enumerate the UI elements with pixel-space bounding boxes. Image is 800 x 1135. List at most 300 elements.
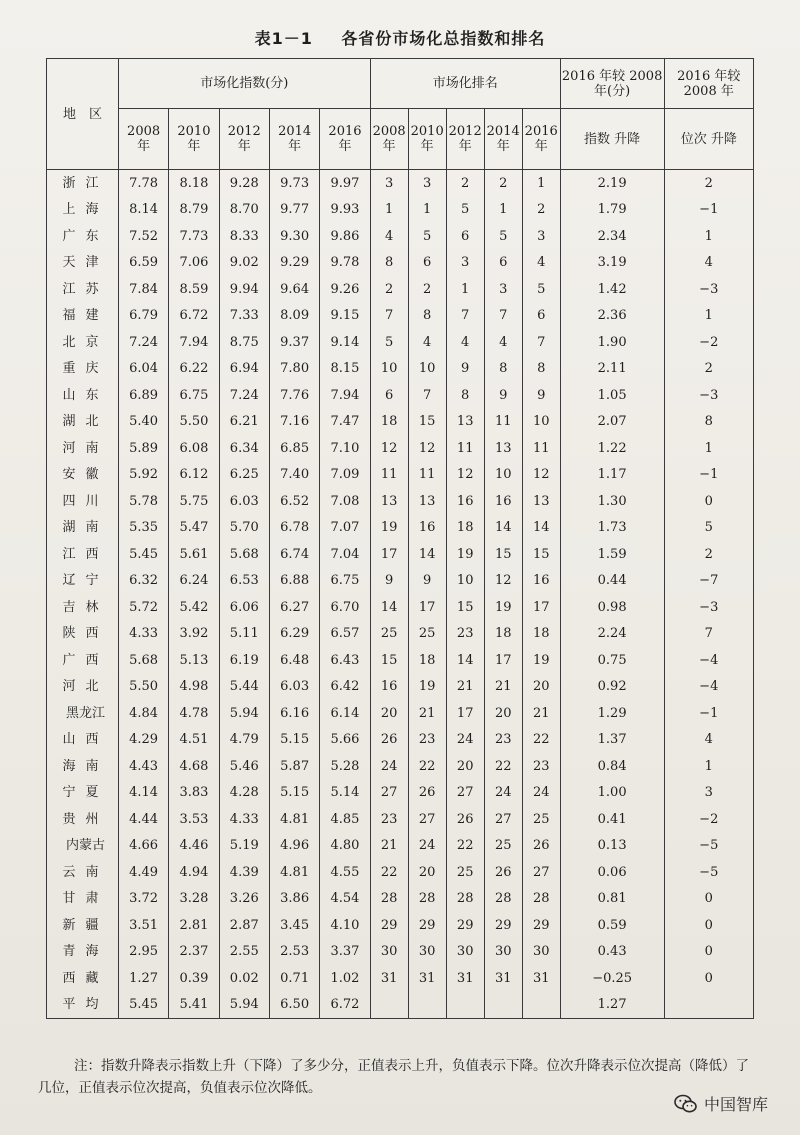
- cell-index: 7.24: [219, 382, 269, 409]
- cell-rank: 26: [522, 833, 560, 860]
- cell-rank: 13: [370, 488, 408, 515]
- cell-rank: 17: [484, 647, 522, 674]
- cell-rank: 22: [484, 753, 522, 780]
- cell-region: 四川: [47, 488, 119, 515]
- cell-index-change: 1.22: [560, 435, 664, 462]
- cell-rank: 12: [522, 462, 560, 489]
- market-index-table: [46, 58, 754, 1019]
- table-row: [47, 780, 754, 807]
- cell-rank: 5: [446, 197, 484, 224]
- table-row: [47, 992, 754, 1019]
- table-number: 表1－1: [254, 29, 313, 48]
- table-row: [47, 541, 754, 568]
- cell-index: 9.73: [269, 170, 319, 197]
- cell-index: 4.94: [169, 859, 219, 886]
- cell-index: 7.33: [219, 303, 269, 330]
- cell-rank-change: −5: [664, 833, 753, 860]
- cell-index: 4.51: [169, 727, 219, 754]
- cell-rank: 26: [370, 727, 408, 754]
- table-row: [47, 939, 754, 966]
- cell-rank: 3: [408, 170, 446, 197]
- cell-index: 7.10: [320, 435, 370, 462]
- table-row: [47, 727, 754, 754]
- cell-rank: 20: [446, 753, 484, 780]
- cell-rank: 20: [484, 700, 522, 727]
- cell-rank: 7: [522, 329, 560, 356]
- cell-index: 6.88: [269, 568, 319, 595]
- cell-index: 5.46: [219, 753, 269, 780]
- cell-rank: 21: [370, 833, 408, 860]
- cell-rank: 12: [484, 568, 522, 595]
- cell-rank-change: 0: [664, 488, 753, 515]
- header-year: 2012 年: [446, 109, 484, 170]
- cell-rank: 17: [370, 541, 408, 568]
- cell-index: 5.35: [118, 515, 168, 542]
- cell-rank-change: −4: [664, 647, 753, 674]
- cell-index: 4.98: [169, 674, 219, 701]
- cell-rank: 14: [446, 647, 484, 674]
- cell-index: 5.19: [219, 833, 269, 860]
- cell-index: 6.53: [219, 568, 269, 595]
- cell-rank-change: −4: [664, 674, 753, 701]
- cell-index: 8.33: [219, 223, 269, 250]
- cell-index: 6.43: [320, 647, 370, 674]
- cell-rank: 9: [370, 568, 408, 595]
- cell-region: 吉林: [47, 594, 119, 621]
- cell-index-change: 1.05: [560, 382, 664, 409]
- cell-region: 辽宁: [47, 568, 119, 595]
- cell-rank: 9: [484, 382, 522, 409]
- cell-rank-change: −1: [664, 462, 753, 489]
- cell-index: 6.78: [269, 515, 319, 542]
- cell-rank-change: 4: [664, 250, 753, 277]
- cell-rank: 24: [522, 780, 560, 807]
- cell-index: 5.44: [219, 674, 269, 701]
- cell-rank: 23: [522, 753, 560, 780]
- cell-rank-change: 0: [664, 912, 753, 939]
- cell-index: 5.75: [169, 488, 219, 515]
- cell-index-change: 0.81: [560, 886, 664, 913]
- cell-index: 7.52: [118, 223, 168, 250]
- cell-rank: 9: [408, 568, 446, 595]
- cell-region: 浙江: [47, 170, 119, 197]
- cell-region: 河南: [47, 435, 119, 462]
- cell-index-change: 2.11: [560, 356, 664, 383]
- cell-rank: 5: [522, 276, 560, 303]
- cell-rank: 27: [446, 780, 484, 807]
- cell-rank: 29: [484, 912, 522, 939]
- cell-rank: 2: [484, 170, 522, 197]
- cell-rank: 28: [370, 886, 408, 913]
- cell-index: 7.76: [269, 382, 319, 409]
- header-year: 2012 年: [219, 109, 269, 170]
- cell-index: 3.28: [169, 886, 219, 913]
- cell-rank: 11: [484, 409, 522, 436]
- cell-index: 8.79: [169, 197, 219, 224]
- cell-rank: 19: [522, 647, 560, 674]
- cell-rank: 25: [446, 859, 484, 886]
- cell-rank-change: 8: [664, 409, 753, 436]
- cell-rank: 15: [484, 541, 522, 568]
- cell-index: 7.80: [269, 356, 319, 383]
- cell-index: 4.68: [169, 753, 219, 780]
- cell-index-change: 0.84: [560, 753, 664, 780]
- cell-index-change: 0.41: [560, 806, 664, 833]
- cell-index: 7.94: [320, 382, 370, 409]
- cell-index: 6.72: [320, 992, 370, 1019]
- cell-index: 5.50: [118, 674, 168, 701]
- cell-index: 5.45: [118, 992, 168, 1019]
- cell-rank: 1: [446, 276, 484, 303]
- table-note: 注：指数升降表示指数上升（下降）了多少分，正值表示上升，负值表示下降。位次升降表示位次提高（降低）了几位，正值表示位次提高，负值表示位次降低。: [38, 1058, 749, 1096]
- cell-rank: 18: [370, 409, 408, 436]
- cell-index: 3.86: [269, 886, 319, 913]
- cell-rank: 21: [446, 674, 484, 701]
- cell-index: 4.78: [169, 700, 219, 727]
- cell-rank: 8: [446, 382, 484, 409]
- cell-rank: 3: [370, 170, 408, 197]
- table-row: [47, 859, 754, 886]
- table-row: [47, 356, 754, 383]
- cell-rank: 13: [408, 488, 446, 515]
- cell-index: 9.94: [219, 276, 269, 303]
- cell-rank: 27: [370, 780, 408, 807]
- header-year: 2008 年: [118, 109, 168, 170]
- header-region: 地 区: [47, 59, 119, 170]
- cell-region: 内蒙古: [47, 833, 119, 860]
- cell-region: 湖北: [47, 409, 119, 436]
- cell-rank: 6: [522, 303, 560, 330]
- cell-index: 6.75: [320, 568, 370, 595]
- cell-rank: 12: [408, 435, 446, 462]
- cell-index: 6.14: [320, 700, 370, 727]
- cell-rank: 17: [446, 700, 484, 727]
- cell-index: 0.39: [169, 965, 219, 992]
- cell-rank: 5: [408, 223, 446, 250]
- cell-region: 北京: [47, 329, 119, 356]
- cell-index-change: 1.59: [560, 541, 664, 568]
- cell-rank: 7: [370, 303, 408, 330]
- cell-index: 6.52: [269, 488, 319, 515]
- cell-index: 5.47: [169, 515, 219, 542]
- cell-index-change: 0.59: [560, 912, 664, 939]
- header-rank-change-sub: 位次 升降: [664, 109, 753, 170]
- cell-rank: 11: [446, 435, 484, 462]
- cell-index: 4.79: [219, 727, 269, 754]
- cell-rank: 15: [522, 541, 560, 568]
- cell-rank-change: 0: [664, 965, 753, 992]
- cell-index: 0.71: [269, 965, 319, 992]
- cell-index: 9.97: [320, 170, 370, 197]
- table-row: [47, 674, 754, 701]
- cell-index-change: 1.42: [560, 276, 664, 303]
- cell-rank: 1: [522, 170, 560, 197]
- cell-rank: 6: [484, 250, 522, 277]
- cell-index: 4.55: [320, 859, 370, 886]
- cell-rank-change: −3: [664, 594, 753, 621]
- cell-rank-change: −2: [664, 329, 753, 356]
- cell-rank: 31: [446, 965, 484, 992]
- table-row: [47, 170, 754, 197]
- cell-index: 7.07: [320, 515, 370, 542]
- cell-rank: 30: [408, 939, 446, 966]
- cell-index-change: 1.29: [560, 700, 664, 727]
- cell-index: 6.24: [169, 568, 219, 595]
- cell-rank: 14: [484, 515, 522, 542]
- table-row: [47, 806, 754, 833]
- cell-rank: 19: [370, 515, 408, 542]
- cell-index: 9.37: [269, 329, 319, 356]
- cell-region: 海南: [47, 753, 119, 780]
- cell-region: 江西: [47, 541, 119, 568]
- cell-index: 9.64: [269, 276, 319, 303]
- cell-index: 4.85: [320, 806, 370, 833]
- cell-rank: 9: [522, 382, 560, 409]
- cell-index: 3.45: [269, 912, 319, 939]
- cell-rank: 8: [370, 250, 408, 277]
- table-row: [47, 912, 754, 939]
- cell-rank: [446, 992, 484, 1019]
- cell-index: 5.87: [269, 753, 319, 780]
- cell-index-change: 2.24: [560, 621, 664, 648]
- cell-index: 6.22: [169, 356, 219, 383]
- cell-region: 山东: [47, 382, 119, 409]
- cell-rank: 26: [408, 780, 446, 807]
- cell-index: 3.72: [118, 886, 168, 913]
- cell-rank: 8: [408, 303, 446, 330]
- cell-rank: 24: [408, 833, 446, 860]
- cell-region: 安徽: [47, 462, 119, 489]
- cell-rank: 29: [370, 912, 408, 939]
- cell-rank: 18: [446, 515, 484, 542]
- cell-index: 5.42: [169, 594, 219, 621]
- cell-index: 6.42: [320, 674, 370, 701]
- cell-index: 5.66: [320, 727, 370, 754]
- cell-index: 5.94: [219, 700, 269, 727]
- cell-region: 广西: [47, 647, 119, 674]
- cell-rank: 18: [408, 647, 446, 674]
- cell-rank: 12: [446, 462, 484, 489]
- cell-index-change: 0.98: [560, 594, 664, 621]
- cell-index-change: 2.07: [560, 409, 664, 436]
- cell-index: 7.06: [169, 250, 219, 277]
- cell-rank: 26: [446, 806, 484, 833]
- cell-index: 7.08: [320, 488, 370, 515]
- cell-index: 7.73: [169, 223, 219, 250]
- cell-rank: 24: [446, 727, 484, 754]
- cell-rank-change: 3: [664, 780, 753, 807]
- cell-region: 江苏: [47, 276, 119, 303]
- cell-index-change: 1.17: [560, 462, 664, 489]
- cell-rank: 20: [408, 859, 446, 886]
- cell-rank: 5: [370, 329, 408, 356]
- cell-rank: 13: [446, 409, 484, 436]
- cell-index: 8.75: [219, 329, 269, 356]
- table-row: [47, 276, 754, 303]
- cell-rank: 23: [370, 806, 408, 833]
- cell-rank: 29: [446, 912, 484, 939]
- cell-index-change: 1.00: [560, 780, 664, 807]
- cell-index: 7.84: [118, 276, 168, 303]
- cell-rank: [522, 992, 560, 1019]
- cell-rank: 14: [408, 541, 446, 568]
- cell-rank: 6: [408, 250, 446, 277]
- cell-index: 5.78: [118, 488, 168, 515]
- cell-rank: 13: [484, 435, 522, 462]
- cell-index: 6.16: [269, 700, 319, 727]
- cell-index-change: 0.75: [560, 647, 664, 674]
- cell-index: 2.81: [169, 912, 219, 939]
- cell-index: 4.81: [269, 859, 319, 886]
- cell-rank: 21: [522, 700, 560, 727]
- cell-rank-change: 1: [664, 223, 753, 250]
- table-row: [47, 223, 754, 250]
- cell-index: 3.37: [320, 939, 370, 966]
- cell-index-change: 1.37: [560, 727, 664, 754]
- cell-rank: 13: [522, 488, 560, 515]
- cell-index: 6.85: [269, 435, 319, 462]
- cell-index-change: 1.79: [560, 197, 664, 224]
- cell-rank: 16: [484, 488, 522, 515]
- cell-index: 8.15: [320, 356, 370, 383]
- cell-index: 5.70: [219, 515, 269, 542]
- cell-rank: 16: [408, 515, 446, 542]
- cell-region: 重庆: [47, 356, 119, 383]
- cell-index: 6.59: [118, 250, 168, 277]
- cell-index: 6.29: [269, 621, 319, 648]
- header-year: 2014 年: [269, 109, 319, 170]
- table-caption: 各省份市场化总指数和排名: [341, 29, 546, 48]
- cell-index: 9.78: [320, 250, 370, 277]
- table-row: [47, 833, 754, 860]
- cell-rank: 11: [522, 435, 560, 462]
- cell-index: 4.49: [118, 859, 168, 886]
- cell-rank: 20: [522, 674, 560, 701]
- cell-rank: 30: [484, 939, 522, 966]
- cell-rank: 19: [446, 541, 484, 568]
- cell-index: 5.94: [219, 992, 269, 1019]
- cell-index: 6.50: [269, 992, 319, 1019]
- cell-rank-change: 5: [664, 515, 753, 542]
- cell-rank-change: −1: [664, 197, 753, 224]
- cell-rank: 7: [446, 303, 484, 330]
- cell-index-change: 2.34: [560, 223, 664, 250]
- cell-index: 5.92: [118, 462, 168, 489]
- cell-index: 6.25: [219, 462, 269, 489]
- cell-index: 6.89: [118, 382, 168, 409]
- cell-index: 9.28: [219, 170, 269, 197]
- cell-rank: 6: [370, 382, 408, 409]
- cell-rank: 16: [522, 568, 560, 595]
- cell-rank: 19: [408, 674, 446, 701]
- table-row: [47, 621, 754, 648]
- cell-index: 6.94: [219, 356, 269, 383]
- cell-rank: 29: [522, 912, 560, 939]
- table-row: [47, 382, 754, 409]
- cell-rank: 7: [484, 303, 522, 330]
- cell-rank: 25: [522, 806, 560, 833]
- cell-index: 4.54: [320, 886, 370, 913]
- cell-index: 4.44: [118, 806, 168, 833]
- cell-rank-change: 4: [664, 727, 753, 754]
- cell-index: 5.15: [269, 780, 319, 807]
- cell-index: 8.14: [118, 197, 168, 224]
- table-row: [47, 197, 754, 224]
- cell-rank: 10: [484, 462, 522, 489]
- cell-rank: 22: [408, 753, 446, 780]
- table-row: [47, 515, 754, 542]
- cell-region: 广东: [47, 223, 119, 250]
- cell-index: 2.53: [269, 939, 319, 966]
- cell-rank: 14: [522, 515, 560, 542]
- cell-index: 7.16: [269, 409, 319, 436]
- cell-rank: 17: [408, 594, 446, 621]
- cell-rank: 3: [446, 250, 484, 277]
- header-year: 2014 年: [484, 109, 522, 170]
- cell-rank: 18: [484, 621, 522, 648]
- header-year: 2016 年: [522, 109, 560, 170]
- cell-index: 3.83: [169, 780, 219, 807]
- cell-rank-change: 2: [664, 170, 753, 197]
- cell-rank: 5: [484, 223, 522, 250]
- cell-index: 5.89: [118, 435, 168, 462]
- cell-rank-change: −2: [664, 806, 753, 833]
- cell-index: 4.66: [118, 833, 168, 860]
- cell-region: 山西: [47, 727, 119, 754]
- cell-rank: 12: [370, 435, 408, 462]
- cell-index: 7.47: [320, 409, 370, 436]
- cell-rank: 4: [446, 329, 484, 356]
- table-row: [47, 462, 754, 489]
- cell-rank: 10: [446, 568, 484, 595]
- cell-rank: 30: [446, 939, 484, 966]
- header-rank-group: 市场化排名: [370, 59, 560, 109]
- cell-index-change: 0.43: [560, 939, 664, 966]
- cell-rank-change: 2: [664, 356, 753, 383]
- cell-index: 4.80: [320, 833, 370, 860]
- cell-rank: 1: [370, 197, 408, 224]
- cell-index: 7.94: [169, 329, 219, 356]
- cell-index: 6.04: [118, 356, 168, 383]
- cell-rank: 15: [446, 594, 484, 621]
- table-row: [47, 594, 754, 621]
- cell-rank: 7: [408, 382, 446, 409]
- cell-index: 6.12: [169, 462, 219, 489]
- cell-rank: 2: [446, 170, 484, 197]
- cell-index: 4.46: [169, 833, 219, 860]
- cell-rank: 14: [370, 594, 408, 621]
- cell-rank: 25: [370, 621, 408, 648]
- cell-index: 2.37: [169, 939, 219, 966]
- cell-rank: 28: [484, 886, 522, 913]
- cell-index: 5.13: [169, 647, 219, 674]
- cell-rank: [484, 992, 522, 1019]
- cell-index-change: 1.27: [560, 992, 664, 1019]
- cell-index: 4.10: [320, 912, 370, 939]
- cell-rank: 9: [446, 356, 484, 383]
- cell-rank: 8: [522, 356, 560, 383]
- cell-rank: 20: [370, 700, 408, 727]
- cell-index: 9.14: [320, 329, 370, 356]
- cell-region: 西藏: [47, 965, 119, 992]
- table-row: [47, 568, 754, 595]
- cell-rank: [408, 992, 446, 1019]
- cell-index: 4.33: [118, 621, 168, 648]
- header-index-change-sub: 指数 升降: [560, 109, 664, 170]
- cell-rank: 15: [370, 647, 408, 674]
- cell-index: 9.86: [320, 223, 370, 250]
- cell-index: 5.72: [118, 594, 168, 621]
